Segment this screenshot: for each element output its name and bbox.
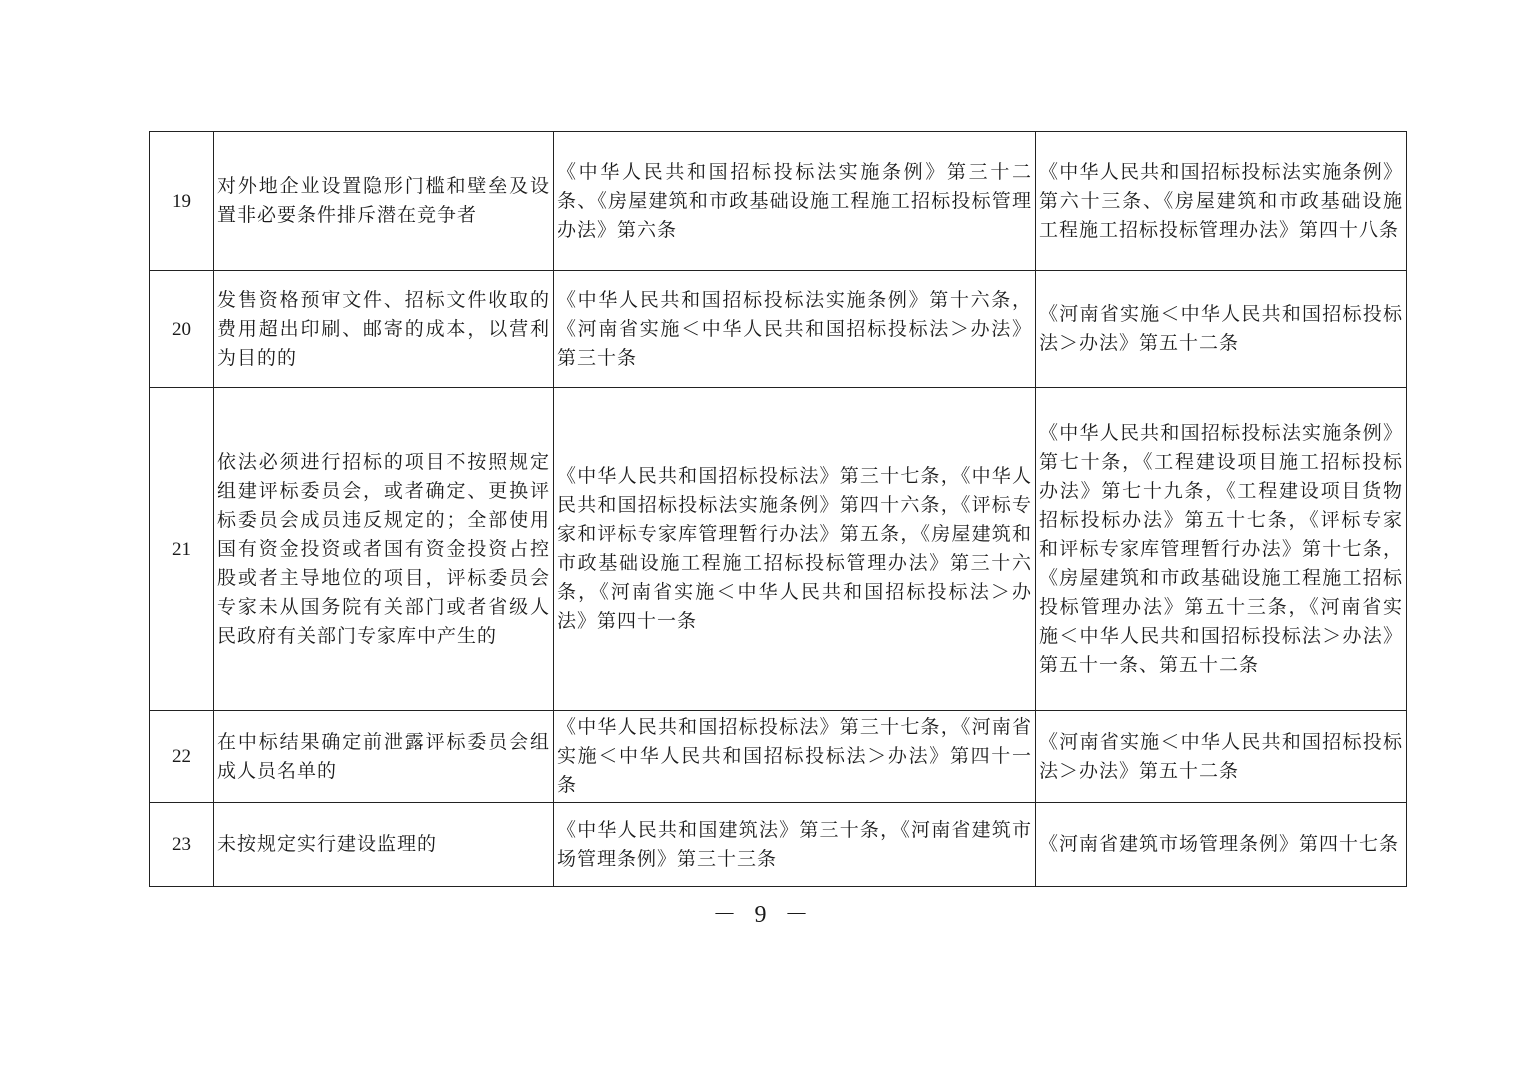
penalty-basis: 《河南省建筑市场管理条例》第四十七条 xyxy=(1036,803,1407,887)
violation-behavior: 未按规定实行建设监理的 xyxy=(214,803,554,887)
table-row xyxy=(150,271,1407,388)
violation-behavior: 对外地企业设置隐形门槛和壁垒及设置非必要条件排斥潜在竞争者 xyxy=(214,132,554,271)
penalty-basis: 《中华人民共和国招标投标法实施条例》第六十三条、《房屋建筑和市政基础设施工程施工招标投标管理办法》第四十八条 xyxy=(1036,132,1407,271)
penalty-basis: 《中华人民共和国招标投标法实施条例》第七十条，《工程建设项目施工招标投标办法》第七十九条，《工程建设项目货物招标投标办法》第五十七条，《评标专家和评标专家库管理暂行办法》第十七条，《房屋建筑和市政基础设施工程施工招标投标管理办法》第五十三条，《河南省实施＜中华人民共和国招标投标法＞办法》第五十一条、第五十二条 xyxy=(1036,388,1407,711)
violation-behavior: 发售资格预审文件、招标文件收取的费用超出印刷、邮寄的成本，以营利为目的的 xyxy=(214,271,554,388)
legal-basis: 《中华人民共和国建筑法》第三十条，《河南省建筑市场管理条例》第三十三条 xyxy=(554,803,1036,887)
penalty-basis: 《河南省实施＜中华人民共和国招标投标法＞办法》第五十二条 xyxy=(1036,271,1407,388)
legal-basis: 《中华人民共和国招标投标法实施条例》第三十二条、《房屋建筑和市政基础设施工程施工招标投标管理办法》第六条 xyxy=(554,132,1036,271)
page-number: － 9 － xyxy=(712,902,815,928)
penalty-basis: 《河南省实施＜中华人民共和国招标投标法＞办法》第五十二条 xyxy=(1036,711,1407,803)
table-row xyxy=(150,132,1407,271)
row-number: 19 xyxy=(150,132,214,271)
table-row xyxy=(150,388,1407,711)
legal-basis: 《中华人民共和国招标投标法》第三十七条，《河南省实施＜中华人民共和国招标投标法＞办法》第四十一条 xyxy=(554,711,1036,803)
table-row xyxy=(150,803,1407,887)
violation-behavior: 依法必须进行招标的项目不按照规定组建评标委员会，或者确定、更换评标委员会成员违反规定的；全部使用国有资金投资或者国有资金投资占控股或者主导地位的项目，评标委员会专家未从国务院有关部门或者省级人民政府有关部门专家库中产生的 xyxy=(214,388,554,711)
table-row xyxy=(150,711,1407,803)
legal-basis: 《中华人民共和国招标投标法》第三十七条，《中华人民共和国招标投标法实施条例》第四十六条，《评标专家和评标专家库管理暂行办法》第五条，《房屋建筑和市政基础设施工程施工招标投标管理办法》第三十六条，《河南省实施＜中华人民共和国招标投标法＞办法》第四十一条 xyxy=(554,388,1036,711)
row-number: 21 xyxy=(150,388,214,711)
row-number: 22 xyxy=(150,711,214,803)
row-number: 20 xyxy=(150,271,214,388)
row-number: 23 xyxy=(150,803,214,887)
legal-basis: 《中华人民共和国招标投标法实施条例》第十六条，《河南省实施＜中华人民共和国招标投标法＞办法》第三十条 xyxy=(554,271,1036,388)
regulation-table xyxy=(149,131,1407,887)
violation-behavior: 在中标结果确定前泄露评标委员会组成人员名单的 xyxy=(214,711,554,803)
